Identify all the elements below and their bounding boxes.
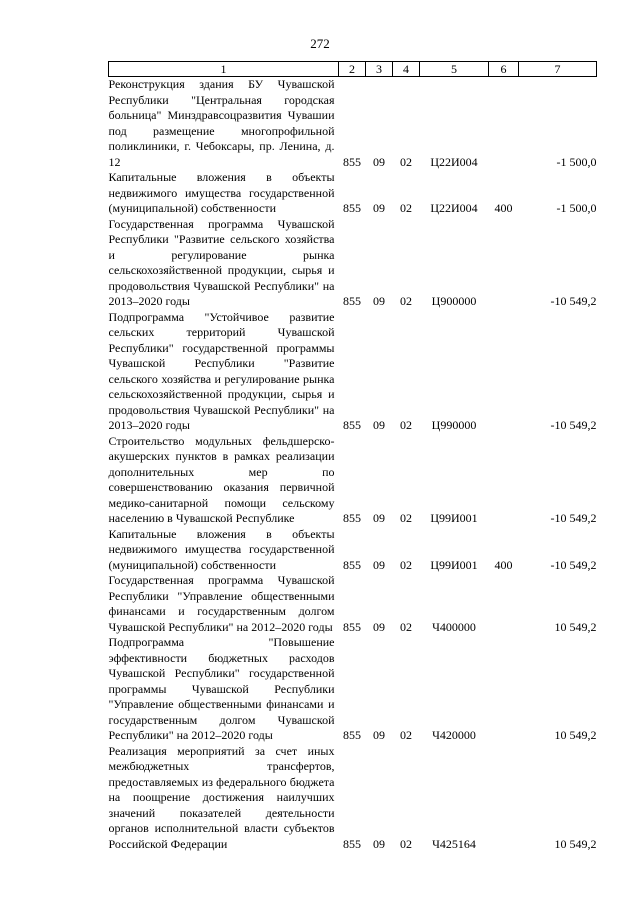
row-target-code: Ч400000: [432, 619, 476, 634]
header-cell: 1: [109, 62, 339, 77]
row-description: Государственная программа Чувашской Республики "Развитие сельского хозяйства и регулирование рынка сельскохозяйственной продукции, сырья и продовольствия Чувашской Республики" на 2013–2020 годы: [108, 216, 335, 308]
row-amount: 10 549,2: [554, 836, 597, 851]
table-row: [109, 310, 597, 434]
row-expense-type: [489, 635, 519, 744]
row-subsection: 02: [400, 557, 412, 572]
row-amount: -10 549,2: [550, 511, 597, 525]
row-section: 09: [373, 418, 385, 432]
row-section: 09: [373, 154, 385, 169]
row-target-code: Ц99И001: [430, 557, 478, 572]
header-cell: 2: [339, 62, 366, 77]
row-grbs: 855: [343, 728, 361, 742]
row-grbs: 855: [343, 511, 361, 525]
row-subsection: 02: [400, 154, 412, 169]
row-grbs: 855: [343, 418, 361, 432]
row-description: Строительство модульных фельдшерско-акушерских пунктов в рамках реализации дополнительных мер по совершенствованию оказания первичной медико-санитарной помощи сельскому населению в Чувашской Республике: [108, 433, 335, 525]
row-amount: -1 500,0: [556, 201, 597, 215]
header-row: [109, 62, 597, 77]
row-subsection: 02: [400, 201, 412, 215]
header-cell: 6: [489, 62, 519, 77]
row-section: 09: [373, 201, 385, 215]
row-amount: -10 549,2: [550, 294, 597, 308]
row-section: 09: [373, 557, 385, 572]
row-subsection: 02: [400, 728, 412, 742]
row-target-code: Ц22И004: [430, 154, 478, 169]
row-section: 09: [373, 294, 385, 308]
row-expense-type: 400: [494, 557, 513, 572]
row-section: 09: [373, 836, 385, 851]
table-row: [109, 573, 597, 635]
table-row: [109, 217, 597, 310]
table-row: [109, 744, 597, 853]
row-expense-type: [489, 77, 519, 171]
row-expense-type: [489, 217, 519, 310]
row-grbs: 855: [343, 557, 361, 572]
row-subsection: 02: [400, 836, 412, 851]
row-target-code: Ц22И004: [430, 201, 478, 215]
table-row: [109, 170, 597, 217]
table-row: [109, 527, 597, 574]
row-target-code: Ц990000: [431, 418, 477, 432]
row-description: Капитальные вложения в объекты недвижимого имущества государственной (муниципальной) собственности: [108, 170, 335, 215]
row-subsection: 02: [400, 418, 412, 432]
row-grbs: 855: [343, 201, 361, 215]
table-row: [109, 77, 597, 171]
row-description: Реконструкция здания БУ Чувашской Республики "Центральная городская больница" Минздравсоцразвития Чувашии под размещение многопрофильной поликлиники, г. Чебоксары, пр. Ленина, д. 12: [108, 77, 335, 169]
header-cell: 3: [366, 62, 393, 77]
row-amount: 10 549,2: [554, 728, 597, 742]
row-section: 09: [373, 728, 385, 742]
row-description: Капитальные вложения в объекты недвижимого имущества государственной (муниципальной) собственности: [108, 526, 335, 572]
row-target-code: Ч425164: [432, 836, 476, 851]
row-section: 09: [373, 619, 385, 634]
page-number: 272: [310, 36, 330, 51]
row-amount: -1 500,0: [556, 154, 597, 169]
row-amount: -10 549,2: [550, 418, 597, 432]
row-description: Государственная программа Чувашской Республики "Управление общественными финансами и государственным долгом Чувашской Республики" на 2012–2020 годы: [108, 573, 335, 634]
table-row: [109, 434, 597, 527]
table-row: [109, 635, 597, 744]
row-expense-type: [489, 310, 519, 434]
row-description: Подпрограмма "Устойчивое развитие сельских территорий Чувашской Республики" государственной программы Чувашской Республики "Развитие сельского хозяйства и регулирование рынка сельскохозяйственной продукции, сырья и продовольствия Чувашской Республики" на 2013–2020 годы: [108, 309, 335, 432]
row-target-code: Ц99И001: [430, 511, 478, 525]
budget-table: [108, 61, 597, 852]
row-grbs: 855: [343, 294, 361, 308]
row-subsection: 02: [400, 511, 412, 525]
row-expense-type: [489, 573, 519, 635]
row-description: Подпрограмма "Повышение эффективности бюджетных расходов Чувашской Республики" государственной программы Чувашской Республики "Управление общественными финансами и государственным долгом Чувашской Республики" на 2012–2020 годы: [108, 635, 335, 742]
row-grbs: 855: [343, 619, 361, 634]
row-grbs: 855: [343, 836, 361, 851]
row-expense-type: [489, 744, 519, 853]
row-description: Реализация мероприятий за счет иных межбюджетных трансфертов, предоставляемых из федерального бюджета на поощрение достижения наилучших значений показателей деятельности органов исполнительной власти субъектов Российской Федерации: [108, 743, 335, 851]
row-expense-type: [489, 434, 519, 527]
row-target-code: Ц900000: [431, 294, 477, 308]
row-amount: 10 549,2: [554, 619, 597, 634]
row-subsection: 02: [400, 294, 412, 308]
row-section: 09: [373, 511, 385, 525]
header-cell: 5: [420, 62, 489, 77]
row-expense-type: 400: [494, 201, 513, 215]
header-cell: 7: [519, 62, 597, 77]
header-cell: 4: [393, 62, 420, 77]
row-subsection: 02: [400, 619, 412, 634]
row-amount: -10 549,2: [550, 557, 597, 572]
row-grbs: 855: [343, 154, 361, 169]
row-target-code: Ч420000: [432, 728, 476, 742]
